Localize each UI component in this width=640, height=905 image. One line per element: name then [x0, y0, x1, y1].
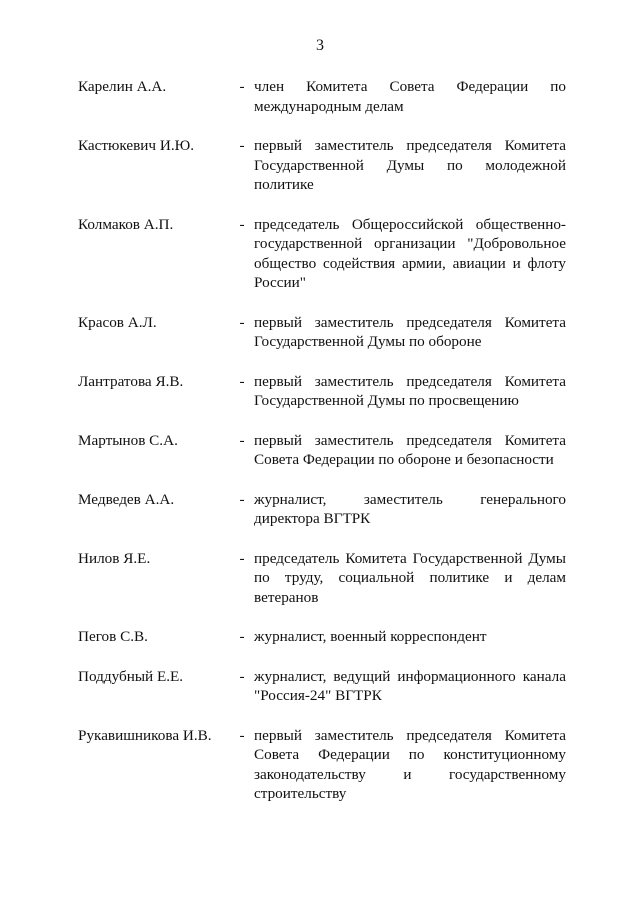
dash-separator: -	[239, 215, 245, 233]
member-name: Нилов Я.Е.	[78, 549, 151, 567]
dash-separator: -	[239, 78, 245, 95]
list-item	[78, 667, 566, 706]
member-name: Рукавишникова И.В.	[78, 726, 212, 744]
dash-separator: -	[239, 137, 245, 154]
member-position: первый заместитель председателя Комитета Государственной Думы по просвещению	[254, 372, 566, 409]
member-name: Медведев А.А.	[78, 490, 175, 508]
list-item	[78, 549, 566, 608]
list-item	[78, 215, 566, 293]
member-position: первый заместитель председателя Комитета Совета Федерации по конституционному законодательству и государственному строительству	[254, 726, 566, 802]
member-name: Красов А.Л.	[78, 313, 157, 331]
dash-separator: -	[239, 313, 245, 331]
list-item	[78, 726, 566, 804]
member-position: журналист, заместитель генерального директора ВГТРК	[254, 490, 566, 527]
page-number: 3	[316, 37, 324, 54]
list-item	[78, 136, 566, 195]
member-position: первый заместитель председателя Комитета Государственной Думы по обороне	[254, 313, 566, 350]
list-item	[78, 372, 566, 411]
member-position: первый заместитель председателя Комитета Совета Федерации по обороне и безопасности	[254, 431, 566, 468]
member-position: журналист, ведущий информационного канала "Россия-24" ВГТРК	[254, 667, 566, 704]
member-position: журналист, военный корреспондент	[254, 628, 487, 645]
list-item	[78, 431, 566, 470]
member-name: Мартынов С.А.	[78, 431, 178, 449]
dash-separator: -	[239, 667, 245, 685]
member-name: Карелин А.А.	[78, 78, 167, 95]
member-name: Лантратова Я.В.	[78, 372, 184, 390]
list-item	[78, 77, 566, 116]
list-item	[78, 490, 566, 529]
member-name: Колмаков А.П.	[78, 215, 174, 233]
dash-separator: -	[239, 628, 245, 645]
member-name: Кастюкевич И.Ю.	[78, 137, 195, 154]
member-name: Пегов С.В.	[78, 628, 148, 645]
member-position: первый заместитель председателя Комитета Государственной Думы по молодежной политике	[254, 137, 566, 193]
dash-separator: -	[239, 549, 245, 567]
member-list	[78, 77, 566, 824]
member-position: председатель Общероссийской общественно-государственной организации "Добровольное общество содействия армии, авиации и флоту России"	[254, 215, 566, 291]
member-position: председатель Комитета Государственной Думы по труду, социальной политике и делам ветеранов	[254, 549, 566, 606]
member-position: член Комитета Совета Федерации по международным делам	[254, 78, 566, 115]
list-item	[78, 627, 566, 647]
dash-separator: -	[239, 490, 245, 508]
member-name: Поддубный Е.Е.	[78, 667, 184, 685]
list-item	[78, 313, 566, 352]
dash-separator: -	[239, 372, 245, 390]
dash-separator: -	[239, 431, 245, 449]
dash-separator: -	[239, 726, 245, 744]
